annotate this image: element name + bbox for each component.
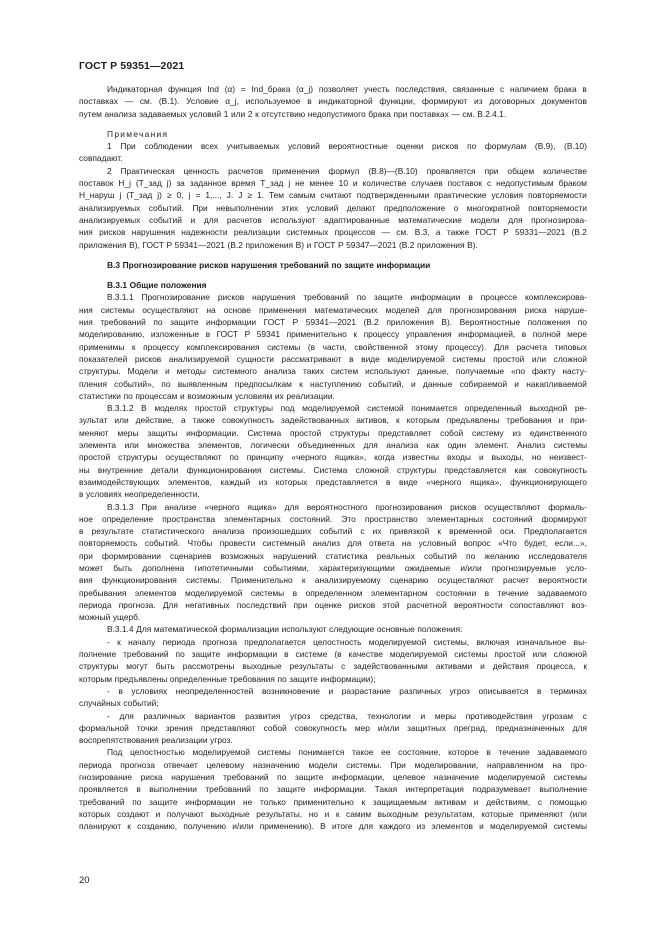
paragraph: [79, 291, 587, 402]
document-body: [79, 83, 587, 833]
text-line: ния рисков нарушения надежности реализации системных процессов — см. В.3, а также ГОСТ Р 59331—2021 (В.2: [79, 227, 587, 238]
text-line: взаимодействующих элементов, каждый из которых представляется в виде «черного ящика», функционирующего: [79, 476, 587, 487]
text-line: применимы к процессу комплексирования системы (в части, свойственной этому процессу). Для расчета типовых: [79, 341, 587, 352]
text-line: периода прогноза отвечает целевому назначению модели системы. При моделировании, направленном на про-: [79, 759, 587, 770]
paragraph: [79, 636, 587, 685]
text-line: ное определение пространства элементарных состояний. Это пространство элементарных состояний формируют: [79, 513, 587, 524]
text-line: показателей рисков анализируемой сущности рассматривают в виде моделируемой системы простой или сложной: [79, 353, 587, 364]
text-line: при формировании сценариев возможных нарушений статистика реальных событий по желанию исследователя: [79, 550, 587, 561]
paragraph: [79, 623, 587, 635]
text-line: ния требований по защите информации ГОСТ Р 59341—2021 (В.2 приложения В). Вероятностные положения по: [79, 317, 587, 328]
text-line: Под целостностью моделируемой системы понимается такое ее состояние, которое в течение задаваемого: [107, 747, 587, 758]
paragraph-gap: [79, 251, 587, 259]
text-line: можный ущерб.: [79, 612, 141, 623]
text-line: требований по защите информации не только применительно к защищаемым активам и действиям, с помощью: [79, 796, 587, 807]
text-line: анализируемых событий. При невыполнении этих условий делают предположение о многократной повторяемости: [79, 202, 587, 213]
text-line: которым предъявлены определенные требования по защите информации);: [79, 673, 376, 684]
text-line: путем анализа задаваемых условий 1 или 2 к отсутствию недопустимого брака при поставках — см. В.2.4.1.: [79, 108, 507, 119]
paragraph: [79, 746, 587, 832]
paragraph-gap: [79, 271, 587, 279]
text-line: простой структуры осуществляют по принципу «черного ящика», когда известны входы и выходы, но неизвест-: [79, 452, 587, 463]
text-line: Индикаторная функция Ind (α) = Ind_брака (α_j) позволяет учесть последствия, связанные с наличием брака в: [107, 84, 587, 94]
paragraph: [79, 140, 587, 165]
text-line: вия функционирования системы. Применительно к анализируемому сценарию осуществляют расчет вероятности: [79, 575, 587, 586]
text-line: поставок H_j (T_зад j) за заданное время T_зад j не менее 10 и количестве случаев поставок с недопустимым браком: [79, 178, 587, 189]
paragraph: [79, 83, 587, 120]
text-line: - для различных вариантов развития угроз средства, технологии и меры противодействия угрозам с: [107, 710, 587, 721]
text-line: анализируемых событий и для расчетов используют адаптированные математические модели для прогнозирова-: [79, 214, 587, 225]
page-number: 20: [79, 875, 90, 886]
text-line: случайных событий;: [79, 698, 159, 709]
text-line: моделированию, изложенные в ГОСТ Р 59341 применительно к процессу управления информацией, в полной мере: [79, 329, 587, 340]
paragraph: [79, 279, 587, 291]
text-line: может быть дополнена гипотетичными событиями, характеризующими ожидаемые и/или прогнозируемые усло-: [79, 562, 587, 573]
text-line: которых создают и получают выходные результаты, но и к самим выходным результатам, которые применяют (или: [79, 808, 587, 819]
text-line: H_наруш j (T_зад j) ≥ 0, j = 1,..., J. J ≥ 1. Тем самым считают подтвержденными практические условия повторяемости: [79, 190, 587, 201]
text-line: ны внутренние детали функционирования системы. Система сложной структуры представляется как совокупность: [79, 464, 587, 475]
text-line: элемента или множества элементов, логически объединенных для анализа как один элемент. Анализ системы: [79, 440, 587, 451]
paragraph: [79, 710, 587, 747]
paragraph-gap: [79, 120, 587, 128]
paragraph: [79, 259, 587, 271]
text-line: в условиях неопределенности.: [79, 489, 200, 500]
text-line: воспрепятствования реализации угроз.: [79, 735, 233, 746]
text-line: В.3 Прогнозирование рисков нарушения требований по защите информации: [107, 259, 431, 270]
text-line: структуры могут быть рассмотрены выходные результаты с задействованными активами и действия процесса, к: [79, 661, 587, 672]
paragraph: [79, 165, 587, 251]
text-line: приложения В), ГОСТ Р 59341—2021 (В.2 приложения В) и ГОСТ Р 59347—2021 (В.2 приложения В).: [79, 239, 478, 250]
text-line: пления событий», по выявленным предпосылкам к наступлению событий, и данные собираемой и накапливаемой: [79, 378, 587, 389]
text-line: В.3.1.1 Прогнозирование рисков нарушения требований по защите информации в процессе комплексирова-: [107, 292, 587, 303]
text-line: повторяемость событий. Чтобы провести системный анализ для ответа на условный вопрос «Что будет, если...»,: [79, 538, 587, 549]
text-line: полнение требований по защите информации в системе (в качестве моделируемой системы простой или сложной: [79, 649, 587, 660]
paragraph: [79, 501, 587, 624]
text-line: в результате статистического анализа произошедших событий с их привязкой к временной оси. Предполагается: [79, 526, 587, 537]
document-header: ГОСТ Р 59351—2021: [79, 60, 185, 72]
text-line: периода прогноза. Для негативных последствий при оценке рисков этой расчетной вероятности сопоставляют воз-: [79, 599, 587, 610]
text-line: структуры. Модели и методы системного анализа таких систем используют данные, получаемые «по факту насту-: [79, 366, 587, 377]
text-line: В.3.1.3 При анализе «черного ящика» для вероятностного прогнозирования рисков осуществляют формаль-: [107, 501, 587, 512]
text-line: 1 При соблюдении всех учитываемых условий вероятностные оценки рисков по формулам (В.9), (В.10): [107, 141, 587, 152]
text-line: зультат или действие, а также совокупность задействованных активов, к которым предъявлены требования и при-: [79, 415, 587, 426]
text-line: В.3.1 Общие положения: [107, 280, 207, 291]
text-line: формальной точки зрения представляют собой совокупность мер и/или защитных преград, предназначенных для: [79, 722, 587, 733]
text-line: В.3.1.2 В моделях простой структуры под моделируемой системой понимается определенный выходной ре-: [107, 403, 587, 414]
paragraph: [79, 128, 587, 140]
text-line: планируют к созданию, получению и/или применению). В итоге для каждого из элементов и моделируемой системы: [79, 821, 587, 832]
text-line: - к началу периода прогноза предполагается целостность моделируемой системы, включая изначальное вы-: [107, 636, 587, 647]
text-line: Примечания: [107, 128, 169, 139]
paragraph: [79, 402, 587, 500]
text-line: совпадают.: [79, 153, 123, 164]
text-line: пребывания элементов моделируемой системы в определенном элементарном состоянии в течение задаваемого: [79, 587, 587, 598]
text-line: 2 Практическая ценность расчетов применения формул (В.8)—(В.10) проявляется при общем количестве: [107, 165, 587, 176]
text-line: - в условиях неопределенностей возникновение и разрастание различных угроз описывается в терминах: [107, 685, 587, 696]
text-line: проявляется в выполнении требований по защите информации. Такая интерпретация подразумевает выполнение: [79, 784, 587, 795]
paragraph: [79, 685, 587, 710]
text-line: меняют меры защиты информации. Система простой структуры представляет собой систему из единственного: [79, 427, 587, 438]
text-line: поставках — см. (В.1). Условие α_j, используемое в индикаторной функции, формируют из договорных документов: [79, 96, 587, 107]
text-line: гнозирование риска нарушения требований по защите информации, целевое назначение моделируемой системы: [79, 772, 587, 783]
text-line: статистики по процессам и возможным условиям их реализации.: [79, 390, 335, 401]
text-line: В.3.1.4 Для математической формализации используют следующие основные положения:: [107, 624, 463, 635]
text-line: ния системы осуществляют на основе применения математических моделей для прогнозирования риска наруше-: [79, 304, 587, 315]
